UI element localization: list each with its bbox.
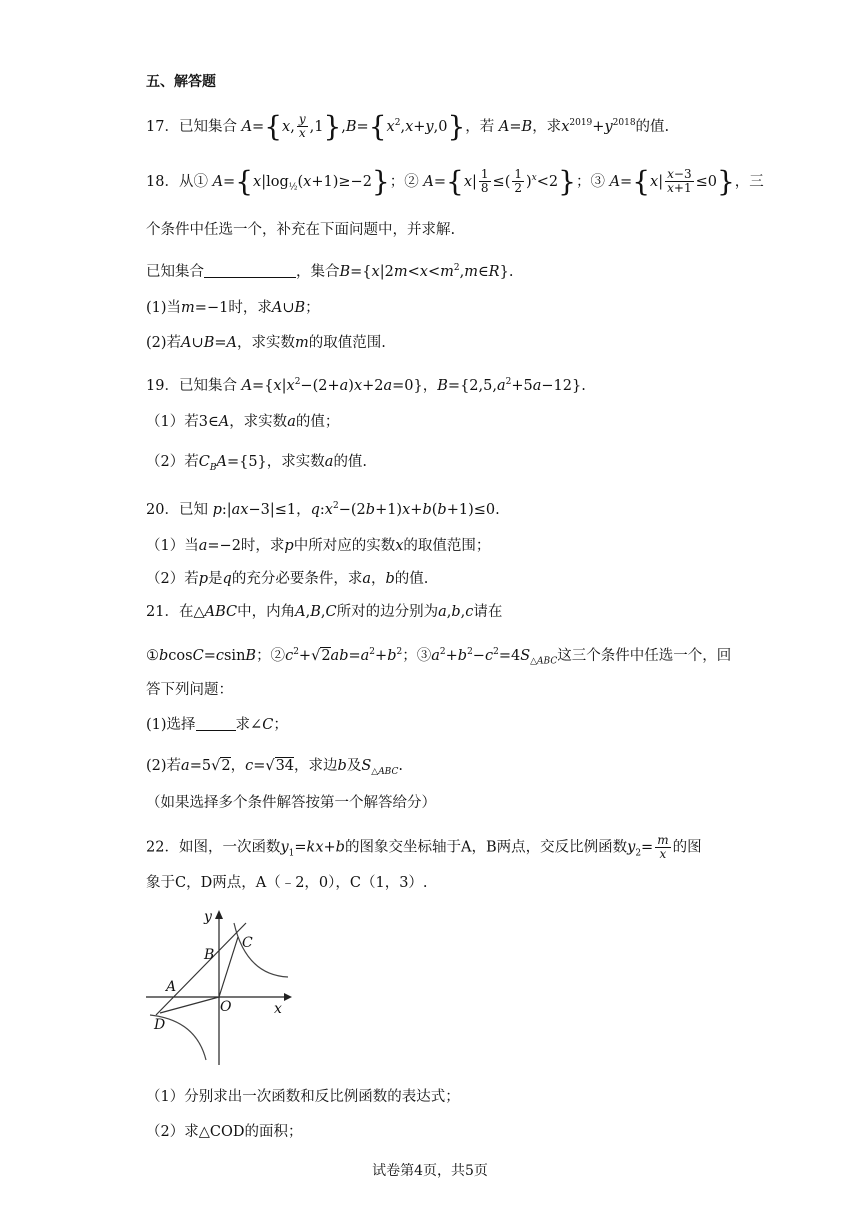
label-y: y <box>204 909 212 925</box>
question-17: 17．已知集合 A={x, $\frac{y}{x}$ $,1\},B=\{x^2,x+y,0\}$，若 A=B，求$x^{2019}+y^{2018}$的值. <box>146 109 670 143</box>
question-18: 18．从① $A=\{x|\log_{\frac{1}{2}}(x+1)\ge-2\}$；② A={x| $\frac{1}{8}$ ≤( $\frac{1}{2}$ )$^x$<2}；③ A={x| $\frac{x-3}{x+1}$ ≤0}，三 <box>146 164 764 198</box>
segment-oc <box>219 937 238 997</box>
question-18-part1: (1)当m=−1时，求A∪B； <box>146 300 320 316</box>
answer-blank[interactable] <box>204 263 296 278</box>
label-d: D <box>154 1017 166 1033</box>
question-19: 19．已知集合 $A=\{x|x^2-(2+a)x+2a=0\}$，$B=\{2,5,a^2+5a-12\}$. <box>146 377 586 394</box>
question-18-part2: (2)若A∪B=A，求实数m的取值范围. <box>146 335 386 351</box>
question-22-part2: （2）求△COD的面积； <box>146 1124 303 1140</box>
y-axis-arrow <box>215 910 223 919</box>
question-22-line2: 象于C，D两点，A（﹣2，0），C（1，3）. <box>146 875 428 891</box>
question-21-note: （如果选择多个条件解答按第一个解答给分） <box>146 795 436 811</box>
question-21-line2: ①bcosC=csinB；$②c^2+√2ab=a^2+b^2$；$③a^2+b^2-c^2=4S_{\triangle ABC}$这三个条件中任选一个，回 <box>146 647 732 667</box>
label-c: C <box>242 935 253 951</box>
function-graph <box>146 905 296 1065</box>
segment-od <box>160 997 219 1013</box>
choice-blank[interactable] <box>196 716 236 731</box>
question-21-part2: (2)若a=5√2，c=√34，求边b及$S_{\triangle ABC}$. <box>146 758 403 777</box>
section-title: 五、解答题 <box>146 74 216 90</box>
label-a: A <box>166 979 177 995</box>
question-20: 20．已知 p:|ax−3|≤1，$q:x^2-(2b+1)x+b(b+1)\le 0$. <box>146 501 500 518</box>
question-21: 21．在△ABC中，内角A,B,C所对的边分别为a,b,c请在 <box>146 604 503 620</box>
label-b: B <box>204 947 215 963</box>
question-19-part2: （2）若$C_BA=\{5\}$，求实数a的值. <box>146 454 368 473</box>
question-21-part1: (1)选择 求∠C； <box>146 717 288 733</box>
linear-function-line <box>156 923 246 1015</box>
question-19-part1: （1）若3∈A，求实数a的值； <box>146 414 340 430</box>
question-18-line2: 个条件中任选一个，补充在下面问题中，并求解. <box>146 222 456 238</box>
question-20-part1: （1）当a=−2时，求p中所对应的实数x的取值范围； <box>146 538 491 554</box>
question-20-part2: （2）若p是q的充分必要条件，求a，b的值. <box>146 571 429 587</box>
question-21-line3: 答下列问题： <box>146 682 233 698</box>
question-18-line3: 已知集合 ，集合$B=\{x|2m<x<m^2,m\in R\}$. <box>146 263 514 280</box>
question-22: 22．如图，一次函数$y_1=kx+b$的图象交坐标轴于A，B两点，交反比例函数$y_2=$ $\frac{m}{x}$ 的图 <box>146 833 702 861</box>
x-axis-arrow <box>284 993 292 1001</box>
label-x: x <box>274 1001 282 1017</box>
question-22-part1: （1）分别求出一次函数和反比例函数的表达式； <box>146 1089 460 1105</box>
page-footer: 试卷第4页，共5页 <box>372 1163 488 1179</box>
label-o: O <box>220 999 232 1015</box>
